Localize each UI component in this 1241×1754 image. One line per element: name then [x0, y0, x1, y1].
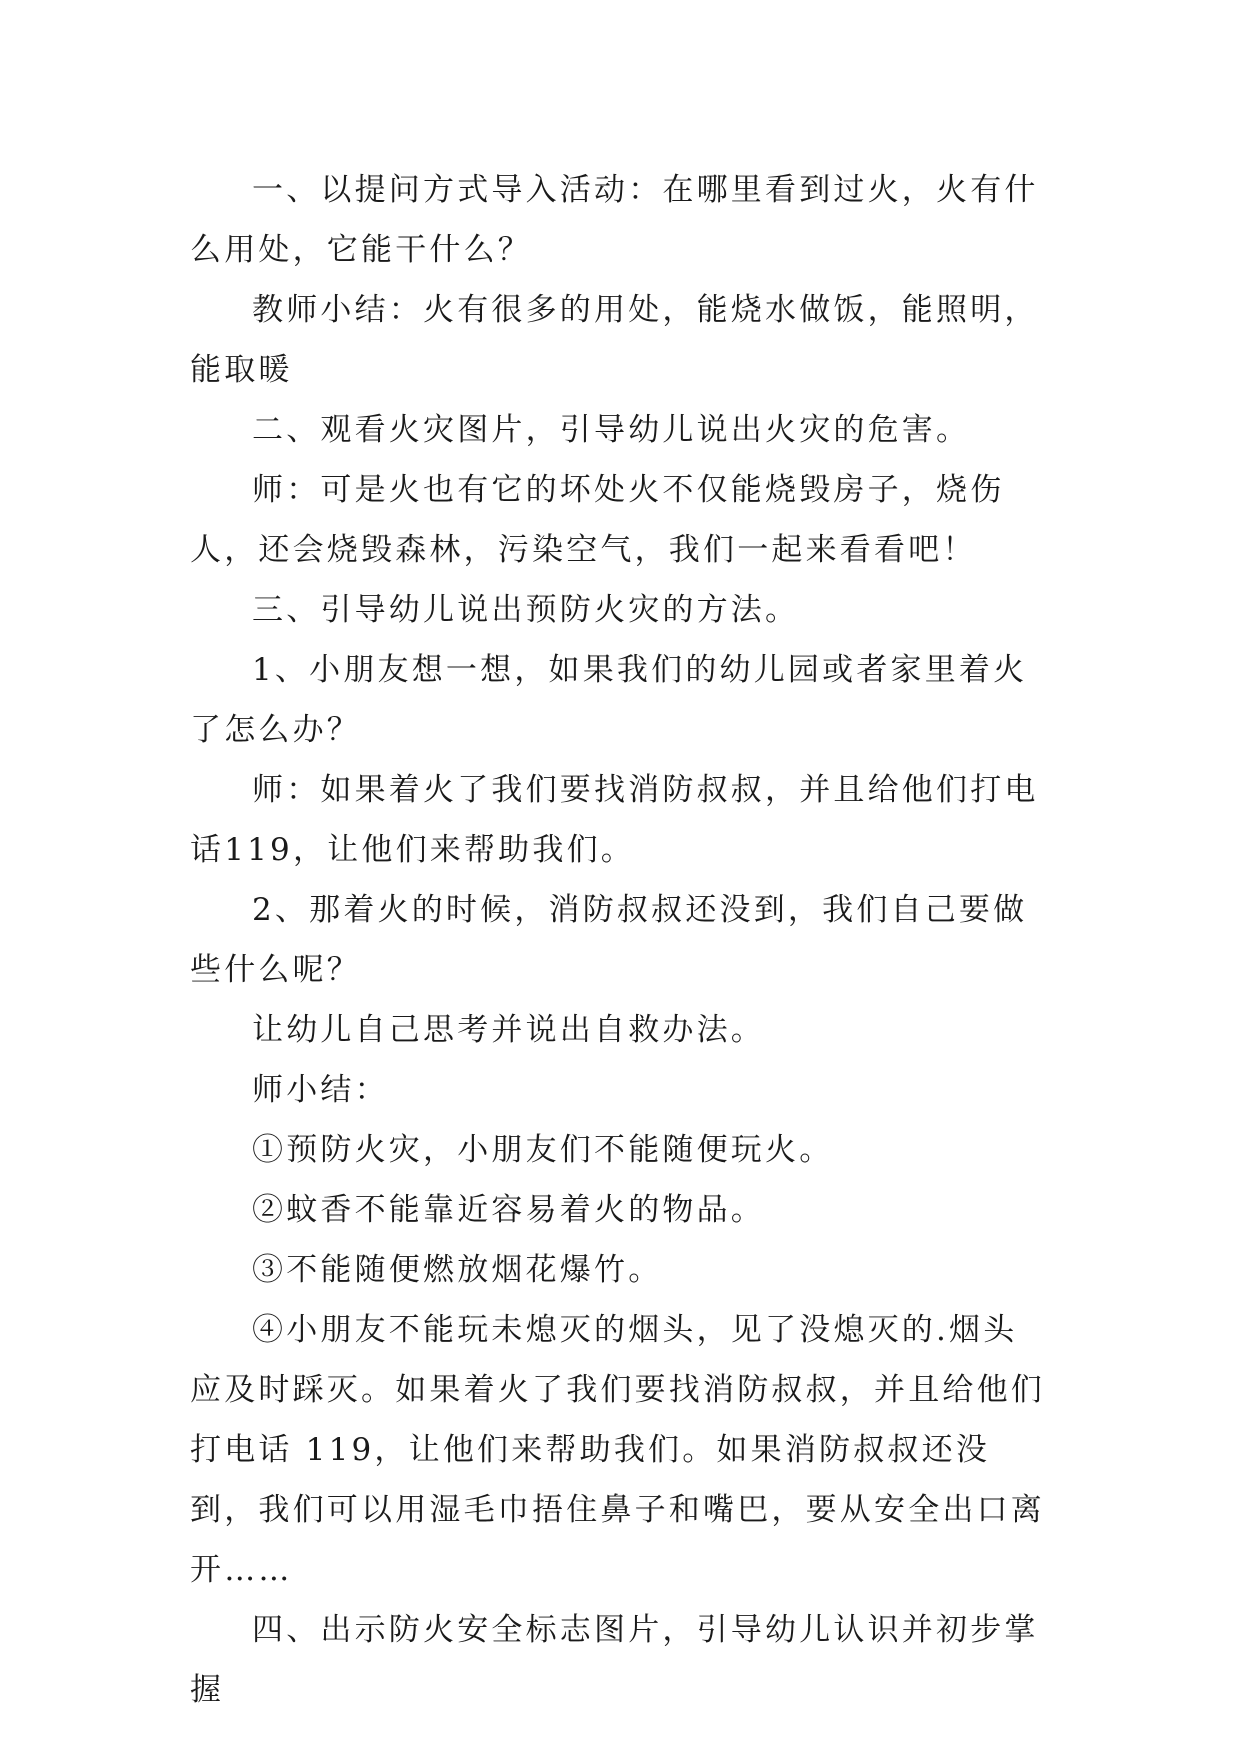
paragraph-section-two: 二、观看火灾图片，引导幼儿说出火灾的危害。 — [252, 412, 971, 448]
paragraph-section-four: 四、出示防火安全标志图片，引导幼儿认识并初步掌握 — [190, 1612, 1039, 1708]
list-item-4: ④小朋友不能玩未熄灭的烟头，见了没熄灭的.烟头应及时踩灭。如果着火了我们要找消防叔叔，并且给他们打电话 119，让他们来帮助我们。如果消防叔叔还没到，我们可以用湿毛巾捂住鼻子和嘴巴，要从安全出口离开…… — [190, 1312, 1045, 1588]
paragraph-question-two: 2、那着火的时候，消防叔叔还没到，我们自己要做些什么呢？ — [190, 892, 1028, 988]
paragraph-teacher-call-119: 师：如果着火了我们要找消防叔叔，并且给他们打电话119，让他们来帮助我们。 — [190, 772, 1039, 868]
list-item-2: ②蚊香不能靠近容易着火的物品。 — [252, 1192, 765, 1228]
document-body — [190, 160, 1050, 1720]
paragraph-teacher-summary-heading: 师小结： — [252, 1072, 389, 1108]
paragraph-teacher-summary: 教师小结：火有很多的用处，能烧水做饭，能照明，能取暖 — [190, 292, 1039, 388]
paragraph-section-three: 三、引导幼儿说出预防火灾的方法。 — [252, 592, 800, 628]
list-item-1: ①预防火灾，小朋友们不能随便玩火。 — [252, 1132, 834, 1168]
paragraph-self-rescue: 让幼儿自己思考并说出自救办法。 — [252, 1012, 765, 1048]
paragraph-question-one: 1、小朋友想一想，如果我们的幼儿园或者家里着火了怎么办？ — [190, 652, 1028, 748]
list-item-3: ③不能随便燃放烟花爆竹。 — [252, 1252, 663, 1288]
paragraph-teacher-dangers: 师：可是火也有它的坏处火不仅能烧毁房子，烧伤人，还会烧毁森林，污染空气，我们一起来看看吧！ — [190, 472, 1005, 568]
paragraph-intro-question: 一、以提问方式导入活动：在哪里看到过火，火有什么用处，它能干什么？ — [190, 172, 1039, 268]
